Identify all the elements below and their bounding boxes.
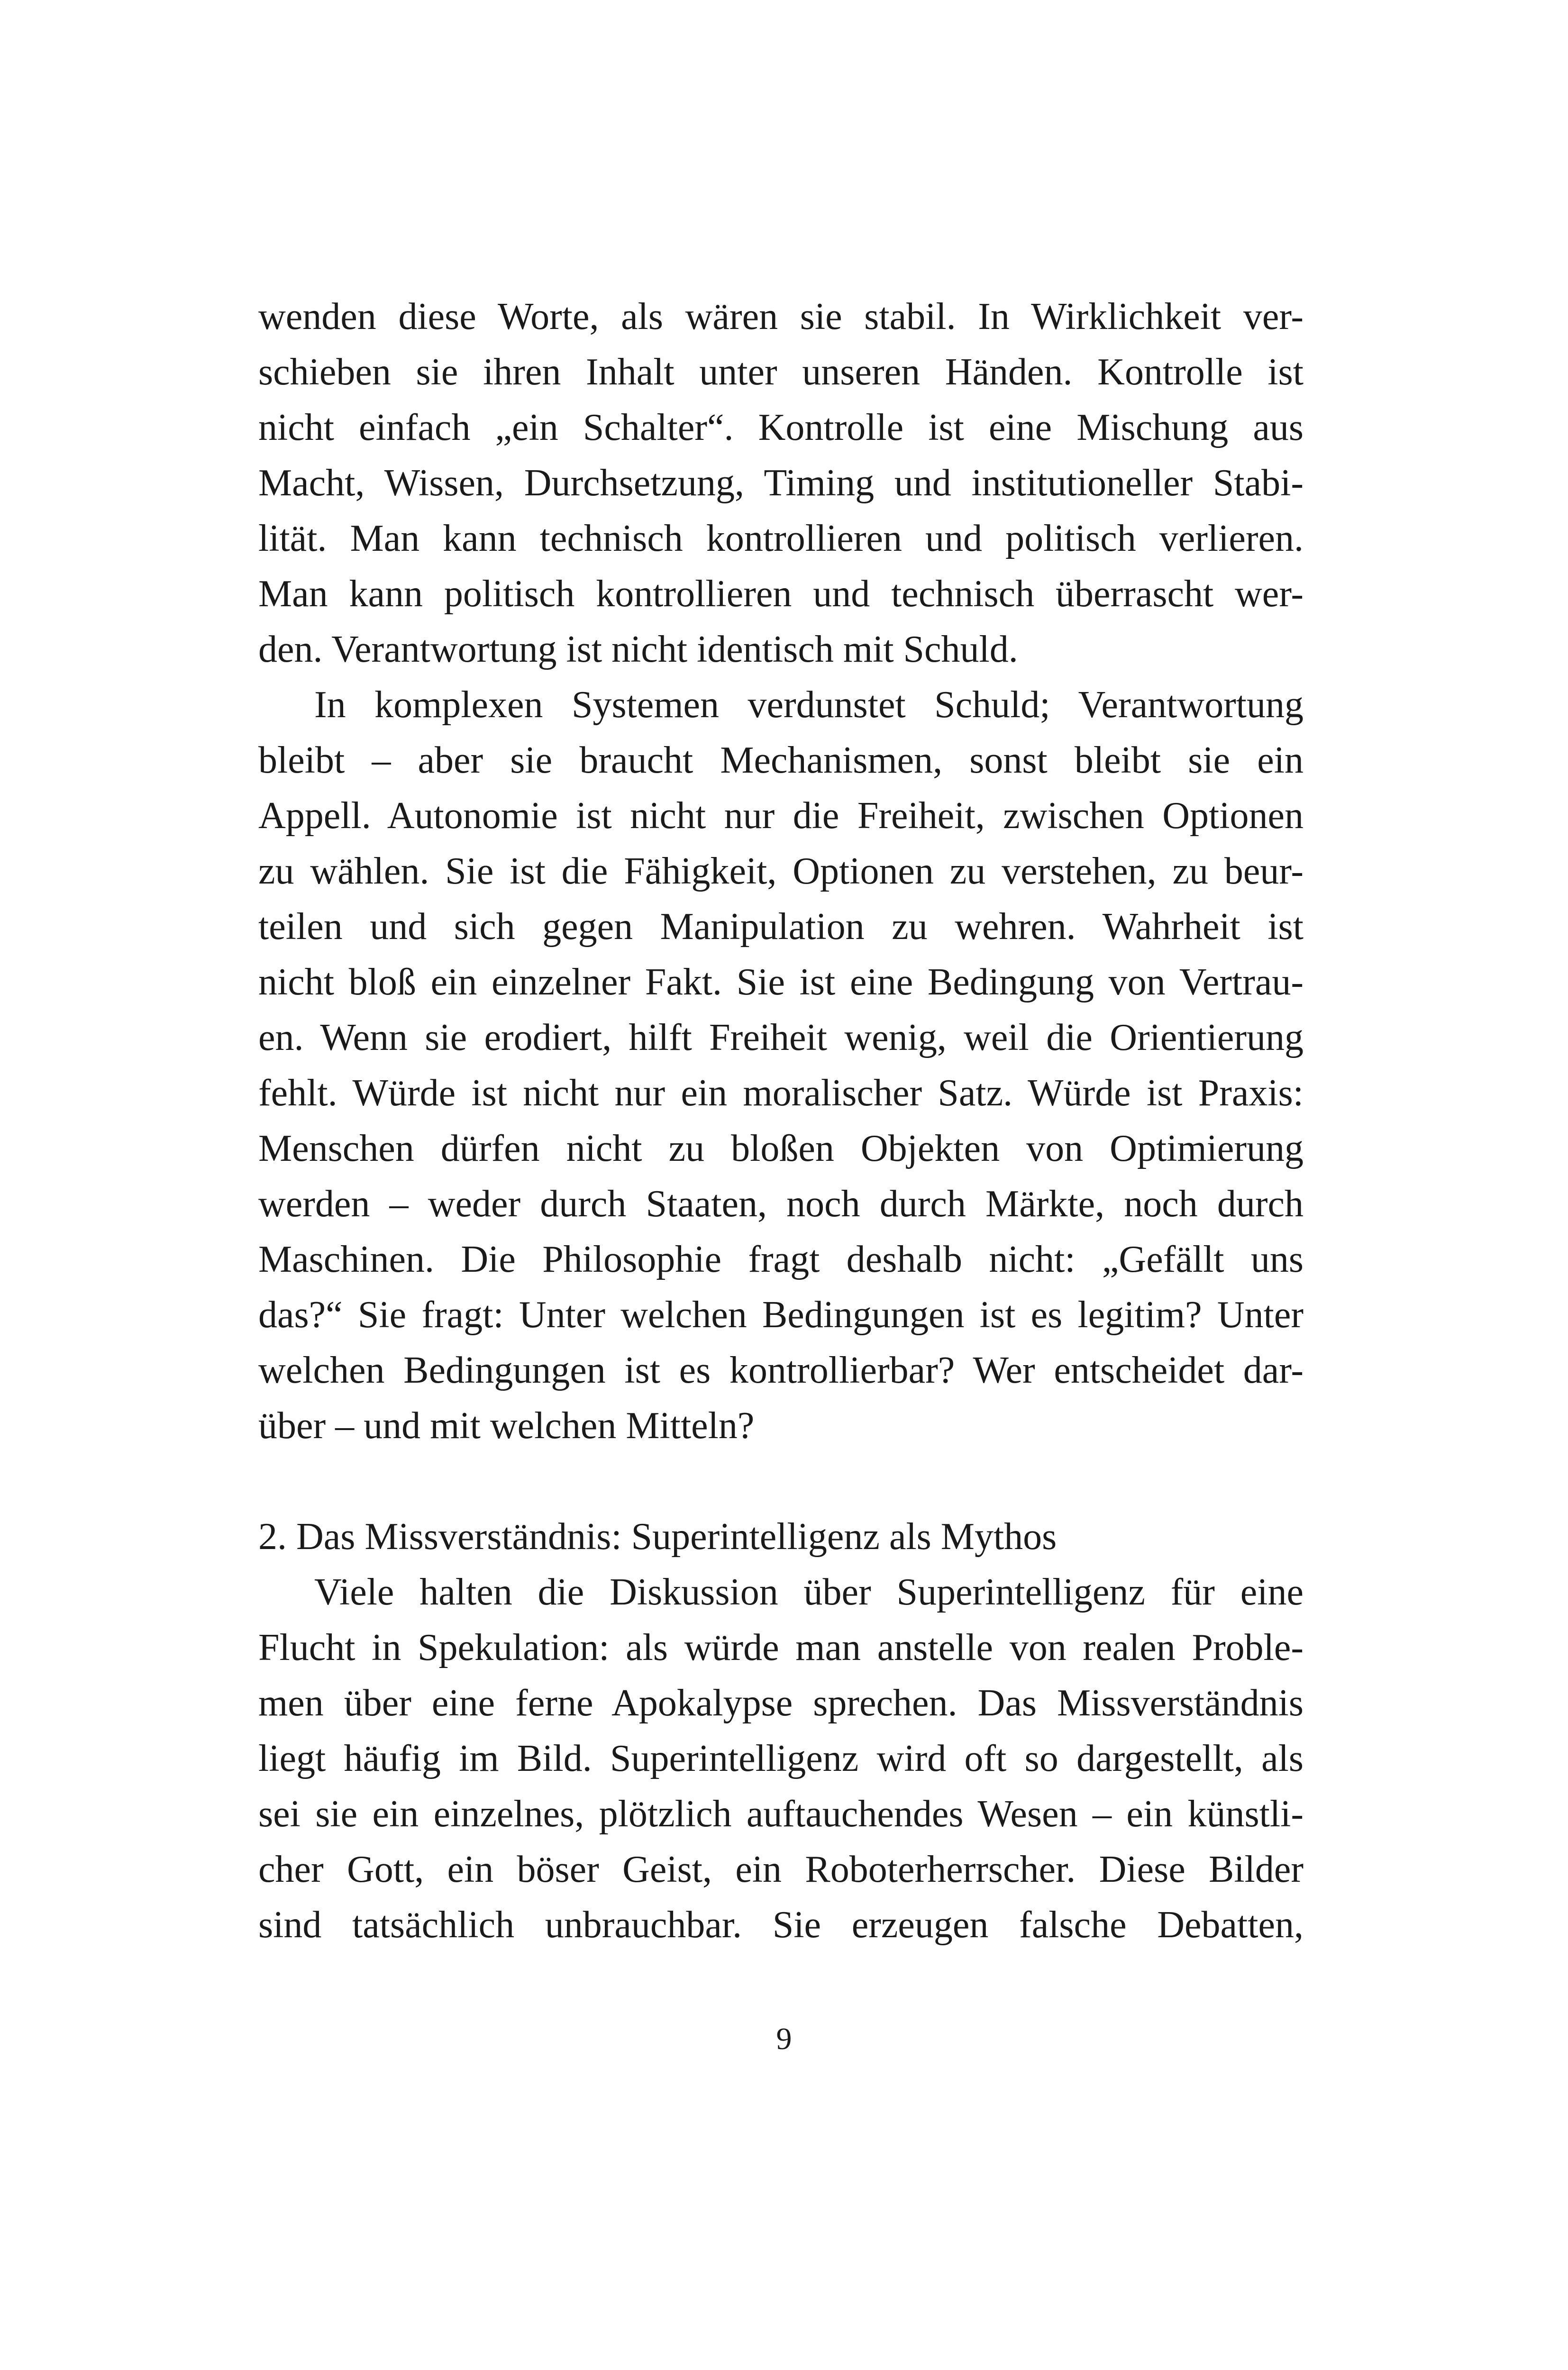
text-line: werden – weder durch Staaten, noch durch Märkte, noch durch: [258, 1183, 1304, 1225]
text-line: bleibt – aber sie braucht Mechanismen, sonst bleibt sie ein: [258, 739, 1304, 781]
text-line: nicht bloß ein einzelner Fakt. Sie ist eine Bedingung von Vertrau-: [258, 961, 1304, 1003]
body-text: [258, 289, 1304, 1953]
text-line: nicht einfach „ein Schalter“. Kontrolle ist eine Mischung aus: [258, 407, 1304, 448]
text-line: men über eine ferne Apokalypse sprechen. Das Missverständnis: [258, 1682, 1304, 1724]
text-line: Appell. Autonomie ist nicht nur die Freiheit, zwischen Optionen: [258, 795, 1304, 837]
text-line: en. Wenn sie erodiert, hilft Freiheit wenig, weil die Orientierung: [258, 1017, 1304, 1058]
text-line: Maschinen. Die Philosophie fragt deshalb nicht: „Gefällt uns: [258, 1239, 1304, 1280]
text-line: über – und mit welchen Mitteln?: [258, 1405, 755, 1447]
text-line: liegt häufig im Bild. Superintelligenz wird oft so dargestellt, als: [258, 1738, 1304, 1779]
text-line: Menschen dürfen nicht zu bloßen Objekten von Optimierung: [258, 1128, 1304, 1169]
paragraph-3: [258, 1565, 1304, 1953]
text-line: teilen und sich gegen Manipulation zu wehren. Wahrheit ist: [258, 906, 1304, 948]
text-line: In komplexen Systemen verdunstet Schuld; Verantwortung: [314, 684, 1304, 726]
text-line: Flucht in Spekulation: als würde man anstelle von realen Proble-: [258, 1627, 1304, 1668]
text-line: Macht, Wissen, Durchsetzung, Timing und institutioneller Stabi-: [258, 462, 1304, 504]
text-line: welchen Bedingungen ist es kontrollierbar? Wer entscheidet dar-: [258, 1349, 1304, 1391]
text-line: das?“ Sie fragt: Unter welchen Bedingungen ist es legitim? Unter: [258, 1294, 1304, 1336]
text-line: den. Verantwortung ist nicht identisch mit Schuld.: [258, 629, 1018, 670]
text-line: wenden diese Worte, als wären sie stabil. In Wirklichkeit ver-: [258, 296, 1304, 337]
page-number: 9: [776, 2022, 792, 2056]
text-line: fehlt. Würde ist nicht nur ein moralischer Satz. Würde ist Praxis:: [258, 1072, 1304, 1114]
paragraph-1: [258, 289, 1304, 677]
text-line: lität. Man kann technisch kontrollieren und politisch verlieren.: [258, 518, 1304, 559]
text-line: cher Gott, ein böser Geist, ein Roboterherrscher. Diese Bilder: [258, 1849, 1304, 1890]
text-line: Viele halten die Diskussion über Superintelligenz für eine: [314, 1571, 1304, 1613]
text-line: Man kann politisch kontrollieren und technisch überrascht wer-: [258, 573, 1304, 615]
text-line: zu wählen. Sie ist die Fähigkeit, Optionen zu verstehen, zu beur-: [258, 850, 1304, 892]
text-line: sind tatsächlich unbrauchbar. Sie erzeugen falsche Debatten,: [258, 1904, 1304, 1946]
paragraph-2: [258, 677, 1304, 1454]
text-line: sei sie ein einzelnes, plötzlich auftauchendes Wesen – ein künstli-: [258, 1793, 1304, 1835]
text-line: schieben sie ihren Inhalt unter unseren Händen. Kontrolle ist: [258, 351, 1304, 393]
section-heading: 2. Das Missverständnis: Superintelligenz als Mythos: [258, 1516, 1057, 1558]
